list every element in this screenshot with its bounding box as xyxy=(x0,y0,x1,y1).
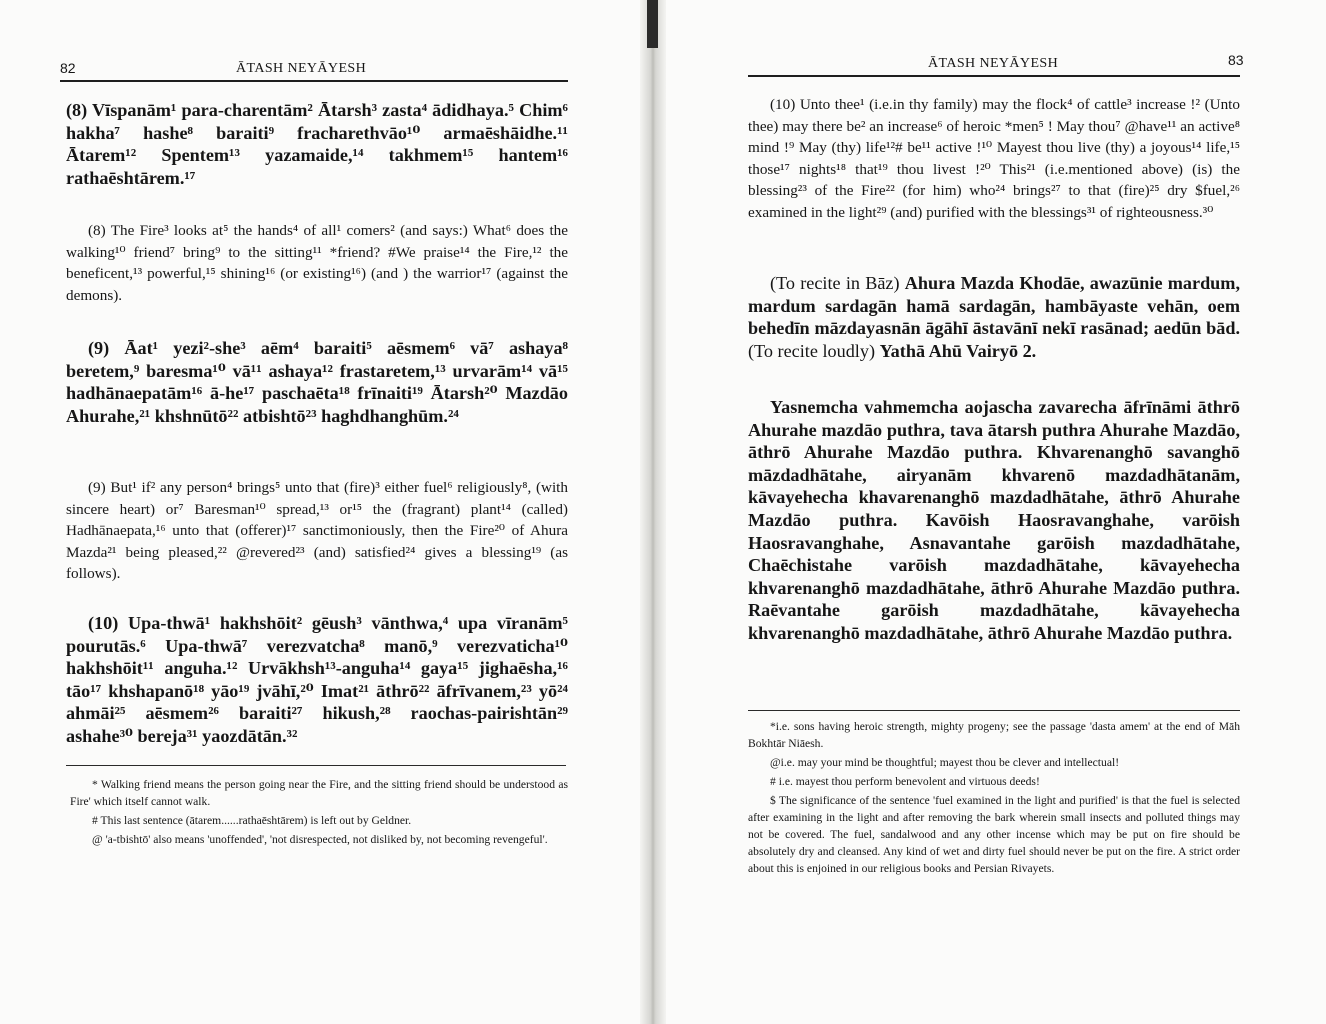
baz-recitation xyxy=(748,272,1240,362)
left-page xyxy=(0,0,648,1024)
running-head: ĀTASH NEYĀYESH xyxy=(928,56,1059,71)
translation-verse-10: (10) Unto thee¹ (i.e.in thy family) may the flock⁴ of cattle³ increase !² (Unto thee) may there be² an increase⁶ of heroic *men⁵ ! May thou⁷ @have¹¹ an active⁸ mind !⁹ May (thy) life¹²# be¹¹ active !¹⁰ Mayest thou live (thy) a joyous¹⁴ life,¹⁵ those¹⁷ nights¹⁸ that¹⁹ thou livest !²⁰ This²¹ (i.e.mentioned above) (is) the blessing²³ of the Fire²² (for him) who²⁴ brings²⁷ to that (fire)²⁵ dry $fuel,²⁶ examined in the light²⁹ (and) purified with the blessings³¹ of righteousness.³⁰ xyxy=(748,96,1240,221)
baz-text: Ahura Mazda Khodāe, awazūnie mardum, mardum sardagān hamā sardagān, hambāyaste vehān, oem behedīn māzdayasnān āgāhī āstavānī nekī rasānad; aedūn bād. xyxy=(748,273,1240,339)
page-number: 83 xyxy=(1228,52,1244,68)
avesta-verse-9: (9) Āat¹ yezi²-she³ aēm⁴ baraiti⁵ aēsmem⁶ vā⁷ ashaya⁸ beretem,⁹ baresma¹⁰ vā¹¹ ashaya¹² frastaretem,¹³ urvarām¹⁴ vā¹⁵ hadhānaepatām¹⁶ ā-he¹⁷ paschaēta¹⁸ frīnaiti¹⁹ Ātarsh²⁰ Mazdāo Ahurahe,²¹ khshnūtō²² atbishtō²³ haghdhanghūm.²⁴ xyxy=(66,338,568,426)
footnote: # This last sentence (ātarem......rathaēshtārem) is left out by Geldner. xyxy=(92,814,412,827)
footnote-rule xyxy=(748,710,1240,711)
right-page xyxy=(660,0,1326,1024)
yasnemcha-passage: Yasnemcha vahmemcha aojascha zavarecha āfrīnāmi āthrō Ahurahe mazdāo puthra, tava ātarsh puthra Ahurahe Mazdāo, āthrō Ahurahe Mazdāo puthra. Khvarenanghō savanghō māzdadhātahe, airyanām khvarenō mazdadhātanām, kāvayehecha khavarenanghō mazdadhātahe, āthrō Ahurahe Mazdāo puthra. Kavōish Haosravanghahe, varōish Haosravanghahe, Asnavantahe garōish mazdadhātahe, Chaēchistahe varōish mazdadhātahe, kāvayehecha khvarenanghō mazdadhātahe, āthrō Ahurahe Mazdāo puthra. Raēvantahe garōish mazdadhātahe, kāvayehecha khvarenanghō mazdadhātahe, āthrō Ahurahe Mazdāo puthra. xyxy=(748,397,1240,643)
loud-text: Yathā Ahū Vairyō 2. xyxy=(879,340,1037,361)
footnote: # i.e. mayest thou perform benevolent and virtuous deeds! xyxy=(770,775,1040,788)
avesta-verse-8: (8) Vīspanām¹ para-charentām² Ātarsh³ zasta⁴ ādidhaya.⁵ Chim⁶ hakha⁷ hashe⁸ baraiti⁹ fracharethvāo¹⁰ armaēshāidhe.¹¹ Ātarem¹² Spentem¹³ yazamaide,¹⁴ takhmem¹⁵ hantem¹⁶ rathaēshtārem.¹⁷ xyxy=(66,100,568,188)
baz-instruction: (To recite in Bāz) xyxy=(770,273,905,293)
footnote: @ 'a-tbishtō' also means 'unoffended', 'not disrespected, not disliked by, not becoming revengeful'. xyxy=(92,833,548,846)
translation-verse-8: (8) The Fire³ looks at⁵ the hands⁴ of all¹ comers² (and says:) What⁶ does the walking¹⁰ friend⁷ bring⁹ to the sitting¹¹ *friend? #We praise¹⁴ the Fire,¹² the beneficent,¹³ powerful,¹⁵ shining¹⁶ (or existing¹⁶) (and ) the warrior¹⁷ (against the demons). xyxy=(66,222,568,304)
footnote: *i.e. sons having heroic strength, mighty progeny; see the passage 'dasta amem' at the end of Māh Bokhtār Niāesh. xyxy=(748,720,1240,750)
spine-mark xyxy=(647,0,658,48)
avesta-verse-10: (10) Upa-thwā¹ hakhshōit² gēush³ vānthwa,⁴ upa vīranām⁵ pourutās.⁶ Upa-thwā⁷ verezvatcha⁸ manō,⁹ verezvaticha¹⁰ hakhshōit¹¹ anguha.¹² Urvākhsh¹³-anguha¹⁴ gaya¹⁵ jighaēsha,¹⁶ tāo¹⁷ khshapanō¹⁸ yāo¹⁹ jvāhī,²⁰ Imat²¹ āthrō²² āfrīvanem,²³ yō²⁴ ahmāi²⁵ aēsmem²⁶ baraiti²⁷ hikush,²⁸ raochas-pairishtān²⁹ ashahe³⁰ bereja³¹ yaozdātān.³² xyxy=(66,613,568,746)
header-rule xyxy=(748,75,1240,77)
footnotes xyxy=(70,776,568,850)
footnote: @i.e. may your mind be thoughtful; mayest thou be clever and intellectual! xyxy=(770,756,1120,769)
loud-instruction: (To recite loudly) xyxy=(748,340,880,361)
footnote: * Walking friend means the person going near the Fire, and the sitting friend should be understood as Fire' which itself cannot walk. xyxy=(70,778,568,808)
translation-verse-9: (9) But¹ if² any person⁴ brings⁵ unto that (fire)³ either fuel⁶ religiously⁸, (with sincere heart) or⁷ Baresman¹⁰ spread,¹³ or¹⁵ the (fragrant) plant¹⁴ (called) Hadhānaepata,¹⁶ unto that (offerer)¹⁷ sanctimoniously, then the Fire²⁰ of Ahura Mazda²¹ being pleased,²² @revered²³ (and) satisfied²⁴ gives a blessing¹⁹ (as follows). xyxy=(66,479,568,582)
footnotes xyxy=(748,718,1240,879)
footnote-rule xyxy=(66,765,566,766)
running-head: ĀTASH NEYĀYESH xyxy=(236,61,367,76)
header-rule xyxy=(60,80,568,82)
page-number: 82 xyxy=(60,60,76,76)
footnote: $ The significance of the sentence 'fuel examined in the light and purified' is that the fuel is selected after examining in the light and after removing the bark wherein small insects and polluted things may not be covered. The fuel, sandalwood and any other incense which may be put on fire should be absolutely dry and cleansed. Any kind of wet and dirty fuel should never be put on the fire. A strict order about this is enjoined in our religious books and Persian Rivayets. xyxy=(748,794,1240,875)
